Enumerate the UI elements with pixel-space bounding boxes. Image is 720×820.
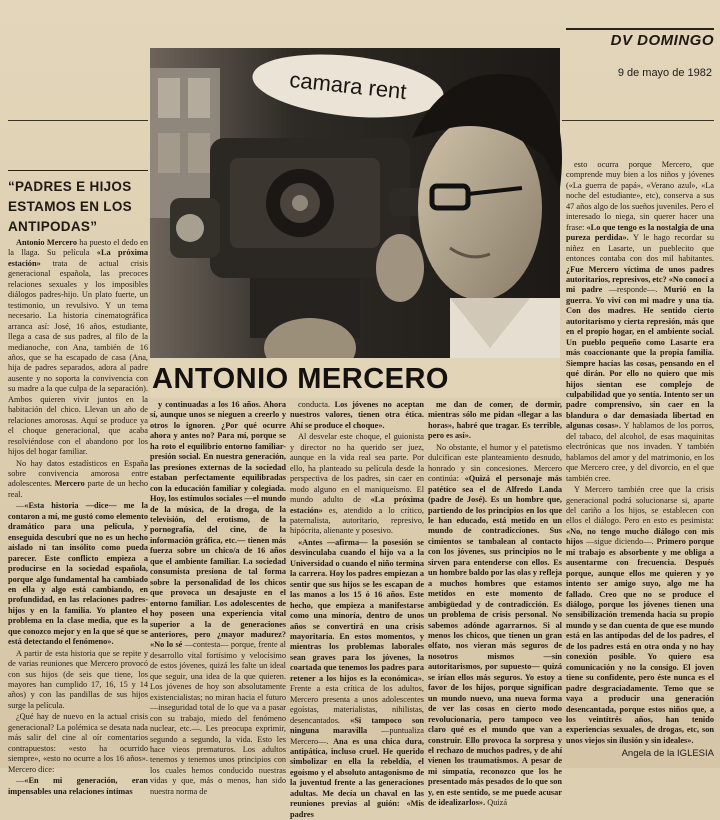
article-column-2 [150,400,286,796]
photo-director-with-camera [150,48,560,398]
article-kicker: “PADRES E HIJOS ESTAMOS EN LOS ANTIPODAS” [8,170,148,237]
article-paragraph: —«En mi generación, eran impensables una relaciones íntimas [8,776,148,796]
article-paragraph: ¿Qué hay de nuevo en la actual crisis generacional? La polémica se desata nada más salir del cine al oír comentarios contrapuestos: «esto ha ocurrido siempre», «esto no ocurre a los 16 años». Mercero dice: [8,712,148,774]
article-column-1 [8,238,148,796]
article-headline: ANTONIO MERCERO [152,363,449,395]
article-paragraph: A partir de esta historia que se repite y de varias reuniones que Mercero provocó con sus hijos (de seis que tiene, los mayores han cumplido 17, 16, 15 y 14 años) y con las pandillas de sus hijos surge la película. [8,648,148,710]
article-paragraph: —«Esta historia —dice— me la contaron a mí, me gustó como elemento dramático para una película, y enseguida descubrí que no es un hecho aislado ni tan insólito como pueda parecer. Este conflicto empieza a producirse en la sociedad española, porque algo fundamental ha cambiado en ella y algo está cambiando, en profundidad, en las relaciones padres-hijos y en la familia. Yo planteo el problema en la clase media, que es la que conozco mejor y en la que sé que se está detectando el fenómeno». [8,501,148,647]
article-column-4 [428,400,562,808]
article-paragraph: Al desvelar este choque, el guionista y director no ha querido ser juez, aunque en la vida real sea parte. Por ello, ha planteado su película desde la perspectiva de los padres, sin caer en modo alguno en el maniqueísmo. El mundo adulto de «La próxima estación» es, atendido a lo crítico, paternalista, autoritario, represivo, hipócrita, alienante y posesivo. [290,432,424,536]
article-paragraph: y continuadas a los 16 años. Ahora sí, aunque unos se nieguen a creerlo y otros lo ignoren. ¿Por qué ocurre ahora y antes no? Para mí, porque se ha roto el equilibrio entorno familiar-presión social. En nuestra generación, las presiones externas de la sociedad estaban perfectamente equilibradas con la educación familiar y colegiada. Hoy, los estímulos sociales —el mundo de la música, de la droga, de la televisión, del erotismo, de la pornografía, del cine, de la información gráfica, etc.— tienen más fuerza sobre un chico/a de 16 años que el ambiente familiar. La sociedad consumista presiona de tal forma sobre la personalidad de los chicos que provoca un desajuste en el entorno familiar. Los adolescentes de hoy poseen una experiencia vital superior a la de generaciones anteriores, pero ¿mayor madurez? «No lo sé —contesta— porque, frente al desarrollo vital fortísimo y velocísimo de estos jóvenes, quizá les falte un ideal que seguir, una idea de la que quieren. Los jóvenes de hoy son absolutamente existencialistas; no miran hacia el futuro —inseguridad total de lo que va a pasar con su trabajo, miedo del fenómeno nuclear, etc.—. Les preocupa exprimir, segundo a segundo, la vida. Esto les hace vieos prematuros. Los adultos tenemos y tenemos unos principios con los cuales hemos conducido nuestras vidas y que, más o menos, han sido nuestra norma de [150,400,286,796]
column-rule-right [562,120,714,121]
photo-illustration [150,48,560,398]
column-rule-left [8,120,148,121]
article-paragraph: No obstante, el humor y el patetismo dulcifican este planteamiento desnudo, honrado y sin concesiones. Mercero continúa: «Quizá el personaje más patético sea el de Alfredo Landa (padre de José). Es un hombre que, partiendo de los principios en los que le han educado, está metido en un mundo de contradicciones. Sus cimientos se tambalean al contacto con los jóvenes, sus principios no le sirven para entenderse con ellos. Es un hombre baldo por las olas y refleja a muchos hombres que estamos metidos en este momento de ambigüedad y de contradicción. Es un problema de crisis personal. No sabemos adónde agarrarnos. Si al menos los chicos, que tienen un gran olfato, nos vieran más seguros de nosotros mismos —sin autoritarismos, por supuesto— quizá se irían ellos más seguros. Yo estoy a favor de los hijos, porque significan un mundo nuevo, una nueva forma de ver las cosas en cierto modo revolucionaria, pero tampoco veo claro qué es el mundo que van a construir. Ello provoca la sorpresa y el rechazo de muchos padres, y de ahí vienen los traumatismos. A pesar de mi simpatía, reconozco que los he presentado más pesados de lo que son y, en este sentido, se me puede acusar de idealizarlos». Quizá [428,442,562,808]
masthead [566,28,714,49]
article-paragraph: conducta. Los jóvenes no aceptan nuestros valores, tienen otra ética. Ahí se produce el choque». [290,400,424,430]
article-paragraph: Antonio Mercero ha puesto el dedo en la llaga. Su película «La próxima estación» trata de actual crisis generacional española, las precoces relaciones sexuales y los imposibles diálogos padres-hijo. Un plato fuerte, un testimonio, un revulsivo. Y un tema necesario. La historia cinematográfica arranca así: José, 16 años, estudiante, llega a casa de sus padres, al filo de la medianoche, con Ana, también de 16 años, que se ha escapado de casa (Ana, hija de padres separados, adora al padre ausente y no soporta la convivencia con su madre a la que culpa de la separación). Ambos quieren vivir juntos en la habitación del chico. Llevan un año de relaciones amorosas. Aquí se produce ya el choque generacional, que acaba resolviéndose con el abandono por los hijos del hogar familiar. [8,238,148,457]
article-paragraph: No hay datos estadísticos en España sobre convivencia amorosa entre adolescentes. Mercero parte de un hecho real. [8,458,148,499]
article-paragraph: Y Mercero también cree que la crisis generacional podrá solucionarse si, aparte del cariño a los hijos, se establecen con ellos el diálogo. Pero en esto es pesimista: «No, no tengo mucho diálogo con mis hijos —sigue diciendo—. Primero porque mi trabajo es absorbente y me obliga a ausentarme con frecuencia. Después porque, aunque ellos me quieren y yo intento ser amigo suyo, algo me ha fallado. Creo que no se produce el diálogo, porque los jóvenes tienen una sensibilización tremenda hacia su propio mundo y se dan cuenta de que ese mundo está en las antípodas del de los padres, el de los padres está en otra onda y no hay conexión posible. Yo quiero esa comunicación y no la consigo. El joven tiene su confidente, pero éste nunca es el padre desgraciadamente. Temo que se vaya a producir una generación desencantada, porque estos niños que, a los veintitrés años, han tenido experiencias sexuales, de drogas, etc, son unos viejos sin ilusión y sin ideales». [566,485,714,745]
sign-text: camara rent [288,66,408,105]
article-paragraph: «Antes —afirma— la posesión se desvinculaba cuando el hijo va a la Universidad o cuando el niño termina la carrera. Hoy los padres empiezan a sentir que sus hijos se les escapan de las manos a los 15 ó 16 años. Este hecho, que empieza a manifestarse como una minoría, dentro de unos años se convertirá en una crisis mayoritaria. En estos momentos, y mientras los problemas laborales sean graves para los jóvenes, la coartada que tenemos los padres para retener a los hijos es la económica». Frente a esta crítica de los adultos, Mercero presenta a unos adolescentes egoístas, materialistas, nihilistas, desencantados. «Si tampoco son ninguna maravilla —puntualiza Mercero—. Ana es una chica dura, antipática, incluso cruel. He querido simbolizar en ella la rebeldía, el egoísmo y el absoluto antagonismo de la juventud frente a las generaciones adultas. Me decía un chaval en las reuniones previas al guión: «Mis padres [290,537,424,819]
article-column-5 [566,160,714,746]
article-column-3 [290,400,424,819]
article-paragraph: esto ocurra porque Mercero, que comprende muy bien a los niños y jóvenes («La guerra de papá», «Verano azul», «La noche del estudiante», etc), conserva a sus 47 años algo de los sueños juveniles. Pero el interesado lo niega, sin querer hacer una frase: «Lo que tengo es la nostalgia de una pureza perdida». Y le hago recordar su niñez en Lasarte, un pueblecito que entonces contaba con dos mil habitantes. ¿Fue Mercero víctima de unos padres autoritarios, represivos, etc? «No conocí a mi padre —responde—. Murió en la guerra. Yo viví con mi madre y una tía. Con dos madres. He sentido cierto autoritarismo y cierta represión, más que en el propio hogar, en el ambiente social. Un pueblo pequeño como Lasarte era más coaccionante que la propia familia. Siempre hacías las cosas, pensando en el qué dirán. Por ello no quiero que mis hijos sientan ese complejo de culpabilidad que yo sentía. Intento ser un padre comprensivo, sin caer en la blandura o dar demasiada libertad en algunas cosas». Y hablamos de los porros, del tabaco, del alcohol, de esas maquinitas electrónicas que nos invaden. Y también hablamos del amor y del matrimonio, en los que Mercero cree, y del divorcio, en el que también cree. [566,160,715,483]
article-paragraph: me dan de comer, de dormir, mientras sólo me pidan «llegar a las horas», habré que tragar. Es terrible, pero es así». [428,400,562,441]
masthead-title: DV DOMINGO [610,32,714,49]
author-signature: Angela de la IGLESIA [621,748,714,759]
publication-date: 9 de mayo de 1982 [617,67,712,79]
